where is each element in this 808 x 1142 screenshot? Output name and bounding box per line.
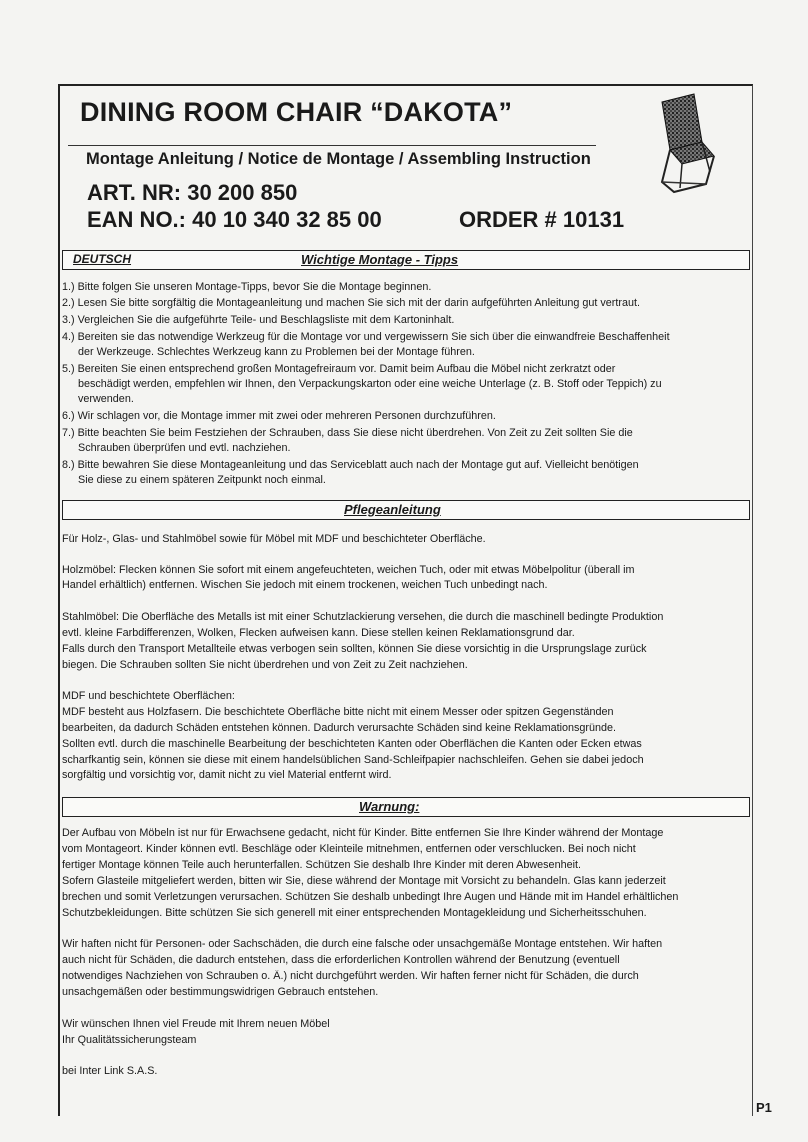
warning-line: brechen und somit Verletzungen verursachen. Schützen Sie deshalb unbedingt Ihre Augen und Hände mit im Handel erhältlichen — [62, 891, 679, 903]
care-heading: Pflegeanleitung — [344, 502, 441, 517]
tip-line: Sie diese zu einem späteren Zeitpunkt noch einmal. — [78, 474, 326, 486]
warning-line: notwendiges Nachziehen von Schrauben o. Ä.) nicht durchgeführt werden. Wir haften ferner nicht für Schäden, die durch — [62, 970, 639, 982]
tip-line: 8.) Bitte bewahren Sie diese Montageanleitung und das Serviceblatt auch nach der Montage gut auf. Vielleicht benötigen — [62, 459, 639, 471]
chair-illustration — [640, 92, 736, 196]
article-number: ART. NR: 30 200 850 — [87, 180, 298, 205]
tip-line: beschädigt werden, empfehlen wir Ihnen, den Verpackungskarton oder eine weiche Unterlage (z. B. Stoff oder Teppich) zu — [78, 378, 662, 390]
care-line: scharfkantig sein, können sie diese mit einem handelsüblichen Sand-Schleifpapier nachschleifen. Gehen sie dabei jedoch — [62, 754, 644, 766]
care-line: evtl. kleine Farbdifferenzen, Wolken, Flecken aufweisen kann. Diese stellen keinen Reklamationsgrund dar. — [62, 627, 575, 639]
product-title: DINING ROOM CHAIR “DAKOTA” — [80, 97, 513, 127]
tip-line: 5.) Bereiten Sie einen entsprechend großen Montagefreiraum vor. Damit beim Aufbau die Möbel nicht zerkratzt oder — [62, 363, 616, 375]
care-line: Für Holz-, Glas- und Stahlmöbel sowie für Möbel mit MDF und beschichteter Oberfläche. — [62, 533, 486, 545]
warning-header-bar — [62, 797, 750, 817]
care-header-bar — [62, 500, 750, 520]
warning-line: vom Montageort. Kinder können evtl. Beschläge oder Kleinteile mitnehmen, entfernen oder verschlucken. Bei noch nicht — [62, 843, 636, 855]
warning-line: unsachgemäßen oder bestimmungswidrigen Gebrauch entstehen. — [62, 986, 379, 998]
tip-line: 4.) Bereiten sie das notwendige Werkzeug für die Montage vor und vergewissern Sie sich über die einwandfreie Beschaffenheit — [62, 331, 670, 343]
ean-number: EAN NO.: 40 10 340 32 85 00 — [87, 207, 382, 232]
company-line: bei Inter Link S.A.S. — [62, 1065, 158, 1077]
care-line: Handel erhältlich) entfernen. Wischen Sie jedoch mit einem trockenen, weichen Tuch unbedingt nach. — [62, 579, 548, 591]
tips-header-bar — [62, 250, 750, 270]
care-line: Stahlmöbel: Die Oberfläche des Metalls ist mit einer Schutzlackierung versehen, die durch die maschinell bedingte Produktion — [62, 611, 664, 623]
care-line: Holzmöbel: Flecken können Sie sofort mit einem angefeuchteten, weichen Tuch, oder mit etwas Möbelpolitur (überall im — [62, 564, 635, 576]
tip-line: 6.) Wir schlagen vor, die Montage immer mit zwei oder mehreren Personen durchzuführen. — [62, 410, 496, 422]
warning-line: Schutzbekleidungen. Bitte schützen Sie sich generell mit einer entsprechenden Montagekleidung und Sicherheitsschuhen. — [62, 907, 647, 919]
care-line: Falls durch den Transport Metallteile etwas verbogen sein sollten, können Sie diese vorsichtig in die Ursprungslage zurück — [62, 643, 647, 655]
warning-line: Sofern Glasteile mitgeliefert werden, bitten wir Sie, diese während der Montage mit Vorsicht zu behandeln. Glas kann jederzeit — [62, 875, 666, 887]
care-line: sorgfältig und vorsichtig vor, damit nicht zu viel Material entfernt wird. — [62, 769, 392, 781]
warning-line: Der Aufbau von Möbeln ist nur für Erwachsene gedacht, nicht für Kinder. Bitte entfernen Sie Ihre Kinder während der Montage — [62, 827, 664, 839]
tip-line: der Werkzeuge. Schlechtes Werkzeug kann zu Problemen bei der Montage führen. — [78, 346, 475, 358]
tip-line: 3.) Vergleichen Sie die aufgeführte Teile- und Beschlagsliste mit dem Kartoninhalt. — [62, 314, 455, 326]
care-line: MDF und beschichtete Oberflächen: — [62, 690, 235, 702]
warning-line: auch nicht für Schäden, die dadurch entstehen, dass die erforderlichen Kontrollen während der Benutzung (eventuell — [62, 954, 620, 966]
instruction-subtitle: Montage Anleitung / Notice de Montage / Assembling Instruction — [86, 150, 591, 168]
warning-line: fertiger Montage können Teile auch herunterfallen. Schützen Sie deshalb Ihre Kinder mit deren Abwesenheit. — [62, 859, 581, 871]
care-line: bearbeiten, da dadurch Schäden entstehen können. Dadurch verursachte Schäden sind keine Reklamationsgründe. — [62, 722, 617, 734]
tip-line: 1.) Bitte folgen Sie unseren Montage-Tipps, bevor Sie die Montage beginnen. — [62, 281, 432, 293]
tip-line: Schrauben überprüfen und evtl. nachziehen. — [78, 442, 291, 454]
tip-line: verwenden. — [78, 393, 134, 405]
tip-line: 2.) Lesen Sie bitte sorgfältig die Montageanleitung und machen Sie sich mit der darin aufgeführten Anleitung gut vertraut. — [62, 297, 640, 309]
order-number: ORDER # 10131 — [459, 207, 625, 232]
closing-line: Wir wünschen Ihnen viel Freude mit Ihrem neuen Möbel — [62, 1018, 330, 1030]
care-line: MDF besteht aus Holzfasern. Die beschichtete Oberfläche bitte nicht mit einem Messer oder spitzen Gegenständen — [62, 706, 614, 718]
title-underline — [68, 145, 596, 146]
page-number: P1 — [756, 1100, 772, 1115]
language-label: DEUTSCH — [73, 252, 132, 266]
tips-heading: Wichtige Montage - Tipps — [301, 252, 459, 267]
warning-heading: Warnung: — [359, 799, 420, 814]
closing-line: Ihr Qualitätssicherungsteam — [62, 1034, 197, 1046]
care-line: biegen. Die Schrauben sollten Sie nicht überdrehen und von Zeit zu Zeit nachziehen. — [62, 659, 468, 671]
care-line: Sollten evtl. durch die maschinelle Bearbeitung der beschichteten Kanten oder Oberflächen die Kanten oder Ecken etwas — [62, 738, 642, 750]
tip-line: 7.) Bitte beachten Sie beim Festziehen der Schrauben, dass Sie diese nicht überdrehen. Von Zeit zu Zeit sollten Sie die — [62, 427, 633, 439]
warning-line: Wir haften nicht für Personen- oder Sachschäden, die durch eine falsche oder unsachgemäße Montage entstehen. Wir haften — [62, 938, 663, 950]
